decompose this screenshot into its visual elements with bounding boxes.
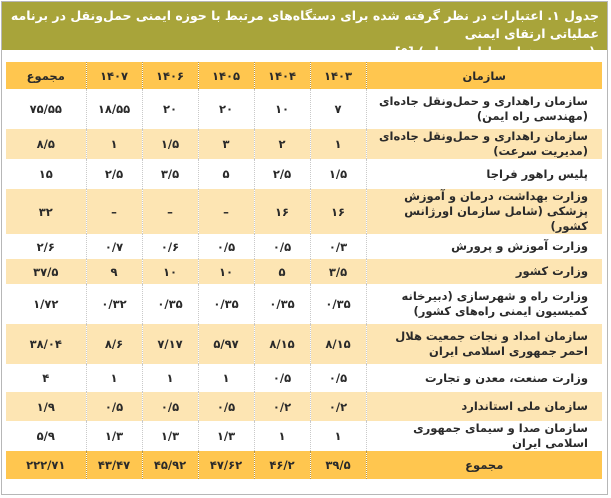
cell-1403: ۷: [310, 89, 366, 129]
caption-line-1: جدول ۱. اعتبارات در نظر گرفته شده برای دستگاه‌های مرتبط با حوزه ایمنی حمل‌ونقل در برنامه عملیاتی ارتقای ایمنی: [10, 8, 599, 41]
table-caption: [2, 2, 607, 59]
col-header-total: مجموع: [26, 68, 65, 83]
cell-1407: ۲/۵: [86, 159, 142, 189]
cell-1404: ۱۶: [254, 189, 310, 234]
cell-1405: –: [198, 189, 254, 234]
cell-1407: ۱: [86, 364, 142, 392]
cell-total: ۱/۷۲: [33, 297, 59, 311]
total-1406: ۴۵/۹۲: [142, 451, 198, 479]
cell-1406: ۱: [142, 364, 198, 392]
table-row: [6, 284, 602, 324]
col-header-org: سازمان: [366, 62, 602, 89]
cell-org: سازمان راهداری و حمل‌ونقل جاده‌ای (مهندسی راه ایمن): [366, 89, 602, 129]
cell-1404: ۰/۵: [254, 234, 310, 259]
table-row: [6, 89, 602, 129]
cell-total: ۳۲: [38, 204, 53, 219]
total-1404: ۴۶/۲: [254, 451, 310, 479]
col-header-1406: ۱۴۰۶: [142, 62, 198, 89]
cell-1405: ۰/۵: [198, 234, 254, 259]
cell-1405: ۱۰: [198, 259, 254, 284]
cell-total: ۵/۹: [36, 429, 55, 443]
cell-total: ۱/۹: [36, 399, 55, 414]
cell-1403: ۰/۳: [310, 234, 366, 259]
cell-org: سازمان راهداری و حمل‌ونقل جاده‌ای (مدیریت سرعت): [366, 129, 602, 159]
cell-1407: ۰/۳۲: [86, 284, 142, 324]
cell-1404: ۱۰: [254, 89, 310, 129]
cell-1406: ۰/۵: [142, 392, 198, 421]
cell-1403: ۰/۳۵: [310, 284, 366, 324]
cell-1404: ۵: [254, 259, 310, 284]
header-row: [6, 62, 602, 89]
cell-1406: ۷/۱۷: [142, 324, 198, 364]
cell-1407: –: [86, 189, 142, 234]
table-row: [6, 189, 602, 234]
cell-1404: ۲/۵: [254, 159, 310, 189]
cell-1404: ۰/۵: [254, 364, 310, 392]
cell-1406: ۰/۳۵: [142, 284, 198, 324]
table-row: [6, 364, 602, 392]
cell-org: وزارت آموزش و پرورش: [366, 234, 602, 259]
cell-1407: ۸/۶: [86, 324, 142, 364]
cell-org: وزارت کشور: [366, 259, 602, 284]
col-header-1407: ۱۴۰۷: [86, 62, 142, 89]
cell-1407: ۰/۷: [86, 234, 142, 259]
cell-1405: ۱/۳: [198, 421, 254, 451]
cell-1403: ۱/۵: [310, 159, 366, 189]
cell-1403: ۳/۵: [310, 259, 366, 284]
caption-line-2: (برحسب هزار میلیارد تومان) [۵]: [394, 44, 595, 59]
cell-1404: ۱: [254, 421, 310, 451]
cell-org: سازمان صدا و سیمای جمهوری اسلامی ایران: [366, 421, 602, 451]
col-header-1403: ۱۴۰۳: [310, 62, 366, 89]
cell-total: ۳۸/۰۴: [29, 337, 62, 351]
cell-1405: ۵/۹۷: [198, 324, 254, 364]
cell-1407: ۰/۵: [86, 392, 142, 421]
cell-1406: ۱/۳: [142, 421, 198, 451]
table-row: [6, 234, 602, 259]
cell-total: ۴: [42, 371, 50, 385]
cell-org: وزارت صنعت، معدن و تجارت: [366, 364, 602, 392]
table-row: [6, 392, 602, 421]
cell-1406: ۰/۶: [142, 234, 198, 259]
cell-total: ۷۵/۵۵: [29, 102, 62, 116]
cell-1403: ۱: [310, 421, 366, 451]
cell-1403: ۰/۵: [310, 364, 366, 392]
table-row: [6, 421, 602, 451]
cell-1406: ۲۰: [142, 89, 198, 129]
table-row: [6, 259, 602, 284]
table-row: [6, 324, 602, 364]
cell-1404: ۰/۲: [254, 392, 310, 421]
totals-row: [6, 451, 602, 479]
cell-1405: ۵: [198, 159, 254, 189]
cell-1405: ۰/۳۵: [198, 284, 254, 324]
cell-total: ۸/۵: [36, 137, 55, 151]
cell-1405: ۲۰: [198, 89, 254, 129]
cell-1404: ۸/۱۵: [254, 324, 310, 364]
cell-1405: ۱: [198, 364, 254, 392]
table-row: [6, 129, 602, 159]
cell-1406: –: [142, 189, 198, 234]
cell-1406: ۱/۵: [142, 129, 198, 159]
table-row: [6, 159, 602, 189]
cell-1404: ۰/۳۵: [254, 284, 310, 324]
cell-total: ۲/۶: [36, 239, 55, 254]
cell-1405: ۳: [198, 129, 254, 159]
col-header-1404: ۱۴۰۴: [254, 62, 310, 89]
cell-1407: ۱۸/۵۵: [86, 89, 142, 129]
grand-total: ۲۲۲/۷۱: [26, 458, 66, 472]
total-1405: ۴۷/۶۲: [198, 451, 254, 479]
cell-1407: ۱: [86, 129, 142, 159]
cell-total: ۱۵: [38, 167, 53, 181]
cell-1406: ۳/۵: [142, 159, 198, 189]
cell-1406: ۱۰: [142, 259, 198, 284]
cell-1403: ۱: [310, 129, 366, 159]
cell-total: ۳۷/۵: [33, 264, 59, 279]
cell-1404: ۲: [254, 129, 310, 159]
cell-1403: ۰/۲: [310, 392, 366, 421]
totals-label: مجموع: [366, 451, 602, 479]
cell-1407: ۹: [86, 259, 142, 284]
cell-org: وزارت راه و شهرسازی (دبیرخانه کمیسیون ایمنی راه‌های کشور): [366, 284, 602, 324]
col-header-1405: ۱۴۰۵: [198, 62, 254, 89]
cell-1407: ۱/۳: [86, 421, 142, 451]
cell-org: وزارت بهداشت، درمان و آموزش پزشکی (شامل سازمان اورژانس کشور): [366, 189, 602, 234]
table-figure: [1, 1, 608, 495]
total-1403: ۳۹/۵: [310, 451, 366, 479]
budget-table: [6, 62, 602, 479]
cell-org: سازمان ملی استاندارد: [366, 392, 602, 421]
cell-1403: ۱۶: [310, 189, 366, 234]
cell-org: پلیس راهور فراجا: [366, 159, 602, 189]
cell-1405: ۰/۵: [198, 392, 254, 421]
cell-org: سازمان امداد و نجات جمعیت هلال احمر جمهوری اسلامی ایران: [366, 324, 602, 364]
total-1407: ۴۳/۴۷: [86, 451, 142, 479]
cell-1403: ۸/۱۵: [310, 324, 366, 364]
